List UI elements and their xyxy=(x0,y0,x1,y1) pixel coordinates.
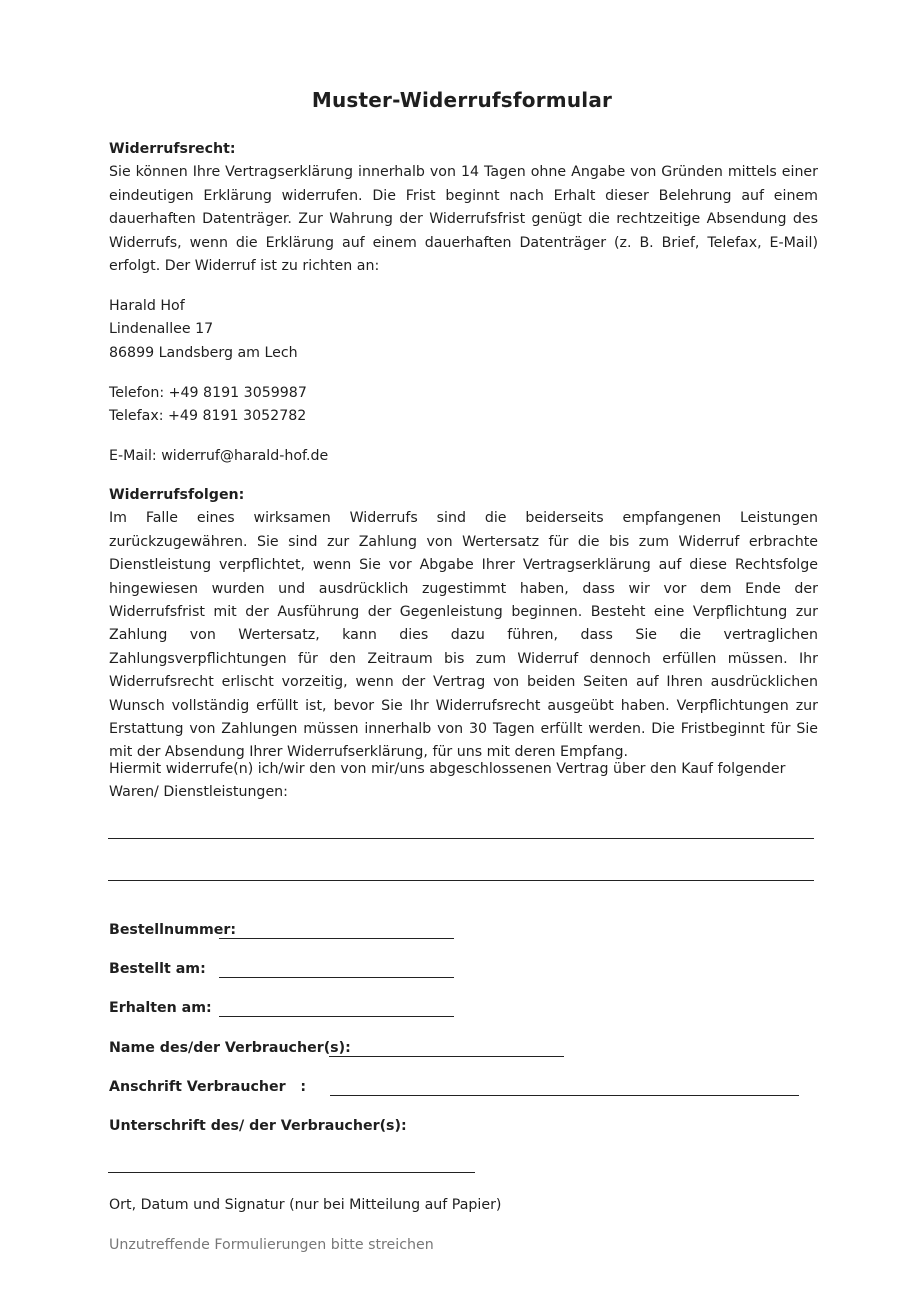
widerrufsrecht-section xyxy=(109,138,818,278)
address-city: 86899 Landsberg am Lech xyxy=(109,344,298,361)
contact-phone: Telefon: +49 8191 3059987 xyxy=(109,385,307,401)
contact-email-block xyxy=(109,445,818,468)
contact-phone-fax xyxy=(109,382,818,429)
contact-fax: Telefax: +49 8191 3052782 xyxy=(109,408,307,425)
signature-label: Unterschrift des/ der Verbraucher(s): xyxy=(109,1118,407,1134)
widerrufsfolgen-heading: Widerrufsfolgen: xyxy=(109,487,245,503)
ordered-on-label: Bestellt am: xyxy=(109,961,206,977)
signature-caption: Ort, Datum und Signatur (nur bei Mitteilung auf Papier) xyxy=(109,1197,502,1213)
consumer-name-label: Name des/der Verbraucher(s): xyxy=(109,1040,351,1056)
widerrufsfolgen-text: Im Falle eines wirksamen Widerrufs sind die beiderseits empfangenen Leistungen zurückzugewähren. Sie sind zur Zahlung von Wertersatz für die bis zum Widerruf erbrachte Dienstleistung verpflichtet, wenn Sie vor Abgabe Ihrer Vertragserklärung auf diese Rechtsfolge hingewiesen wurden und ausdrücklich zugestimmt haben, dass wir vor dem Ende der Widerrufsfrist mit der Ausführung der Gegenleistung beginnen. Besteht eine Verpflichtung zur Zahlung von Wertersatz, kann dies dazu führen, dass Sie die vertraglichen Zahlungsverpflichtungen für den Zeitraum bis zum Widerruf dennoch erfüllen müssen. Ihr Widerrufsrecht erlischt vorzeitig, wenn der Vertrag von beiden Seiten auf Ihren ausdrücklichen Wunsch vollständig erfüllt ist, bevor Sie Ihr Widerrufsrecht ausgeübt haben. Verpflichtungen zur Erstattung von Zahlungen müssen innerhalb von 30 Tagen erfüllt werden. Die Fristbeginnt für Sie mit der Absendung Ihrer Widerrufserklärung, für uns mit deren Empfang. xyxy=(109,510,818,761)
consumer-name-line[interactable] xyxy=(329,1056,564,1057)
signature-line[interactable] xyxy=(108,1172,475,1173)
widerrufsrecht-heading: Widerrufsrecht: xyxy=(109,141,236,157)
recipient-address xyxy=(109,295,818,365)
declaration-text: Hiermit widerrufe(n) ich/wir den von mir/uns abgeschlossenen Vertrag über den Kauf folgender Waren/ Dienstleistungen: xyxy=(109,761,786,801)
order-number-label: Bestellnummer: xyxy=(109,922,237,938)
address-street: Lindenallee 17 xyxy=(109,321,214,338)
page-title: Muster-Widerrufsformular xyxy=(311,88,613,112)
goods-line-2[interactable] xyxy=(108,880,814,881)
contact-email: E-Mail: widerruf@harald-hof.de xyxy=(109,448,329,464)
ordered-on-line[interactable] xyxy=(219,977,454,978)
received-on-line[interactable] xyxy=(219,1016,454,1017)
consumer-address-label: Anschrift Verbraucher : xyxy=(109,1079,307,1095)
consumer-address-line[interactable] xyxy=(330,1095,799,1096)
widerrufsfolgen-section xyxy=(109,484,818,765)
footnote: Unzutreffende Formulierungen bitte streichen xyxy=(109,1237,434,1253)
goods-line-1[interactable] xyxy=(108,838,814,839)
declaration-block xyxy=(109,758,818,805)
received-on-label: Erhalten am: xyxy=(109,1000,212,1016)
widerrufsrecht-text: Sie können Ihre Vertragserklärung innerhalb von 14 Tagen ohne Angabe von Gründen mittels einer eindeutigen Erklärung widerrufen. Die Frist beginnt nach Erhalt dieser Belehrung auf einem dauerhaften Datenträger. Zur Wahrung der Widerrufsfrist genügt die rechtzeitige Absendung des Widerrufs, wenn die Erklärung auf einem dauerhaften Datenträger (z. B. Brief, Telefax, E-Mail) erfolgt. Der Widerruf ist zu richten an: xyxy=(109,164,818,275)
order-number-line[interactable] xyxy=(219,938,454,939)
address-name: Harald Hof xyxy=(109,298,185,314)
